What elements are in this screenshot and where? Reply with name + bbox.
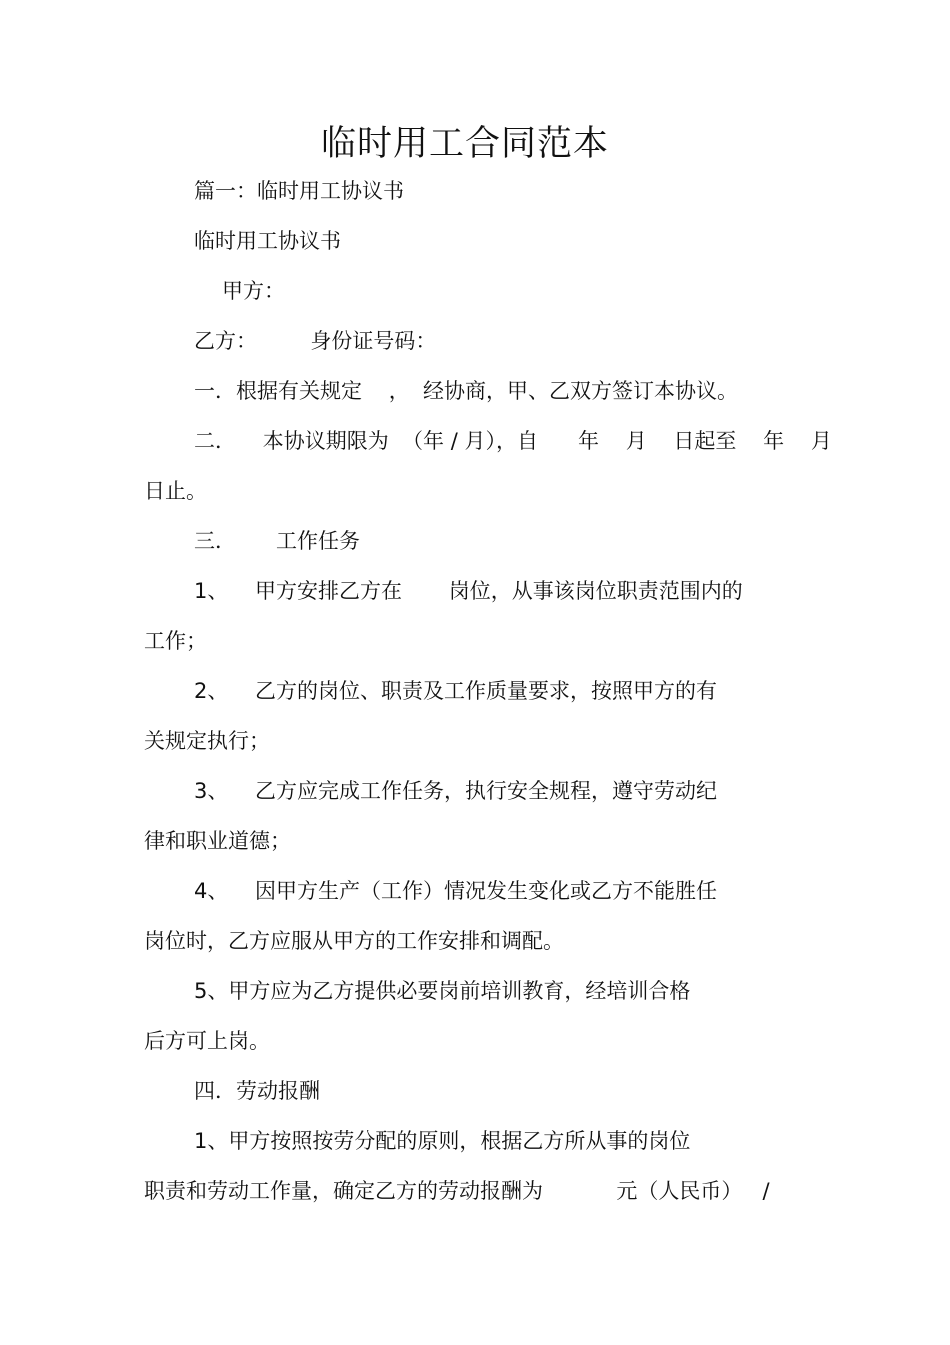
section-heading: 篇一：临时用工协议书 <box>194 179 404 203</box>
clause-3-item-3: 3、 乙方应完成工作任务，执行安全规程，遵守劳动纪 <box>194 779 718 803</box>
clause-3-item-2-continued: 关规定执行； <box>144 729 270 753</box>
clause-3-heading: 三． 工作任务 <box>194 529 361 553</box>
clause-3-item-5-continued: 后方可上岗。 <box>144 1029 270 1053</box>
document-title: 临时用工合同范本 <box>320 124 609 164</box>
party-a-field: 甲方： <box>222 279 285 303</box>
clause-3-item-4: 4、 因甲方生产（工作）情况发生变化或乙方不能胜任 <box>194 879 718 903</box>
clause-4-item-1-continued: 职责和劳动工作量，确定乙方的劳动报酬为 元（人民币） / <box>144 1179 770 1203</box>
clause-3-item-2: 2、 乙方的岗位、职责及工作质量要求，按照甲方的有 <box>194 679 718 703</box>
agreement-title: 临时用工协议书 <box>194 229 341 253</box>
clause-3-item-1-continued: 工作； <box>144 629 207 653</box>
clause-3-item-4-continued: 岗位时，乙方应服从甲方的工作安排和调配。 <box>144 929 564 953</box>
clause-3-item-3-continued: 律和职业道德； <box>144 829 291 853</box>
clause-3-item-5: 5、甲方应为乙方提供必要岗前培训教育，经培训合格 <box>194 979 691 1003</box>
party-b-field: 乙方： 身份证号码： <box>194 329 437 353</box>
clause-2: 二． 本协议期限为 （年 / 月），自 年 月 日起至 年 月 <box>194 429 832 453</box>
clause-2-continued: 日止。 <box>144 479 207 503</box>
clause-1: 一．根据有关规定 ， 经协商，甲、乙双方签订本协议。 <box>194 379 739 403</box>
clause-4-item-1: 1、甲方按照按劳分配的原则，根据乙方所从事的岗位 <box>194 1129 691 1153</box>
clause-4-heading: 四．劳动报酬 <box>194 1079 320 1103</box>
clause-3-item-1: 1、 甲方安排乙方在 岗位，从事该岗位职责范围内的 <box>194 579 743 603</box>
